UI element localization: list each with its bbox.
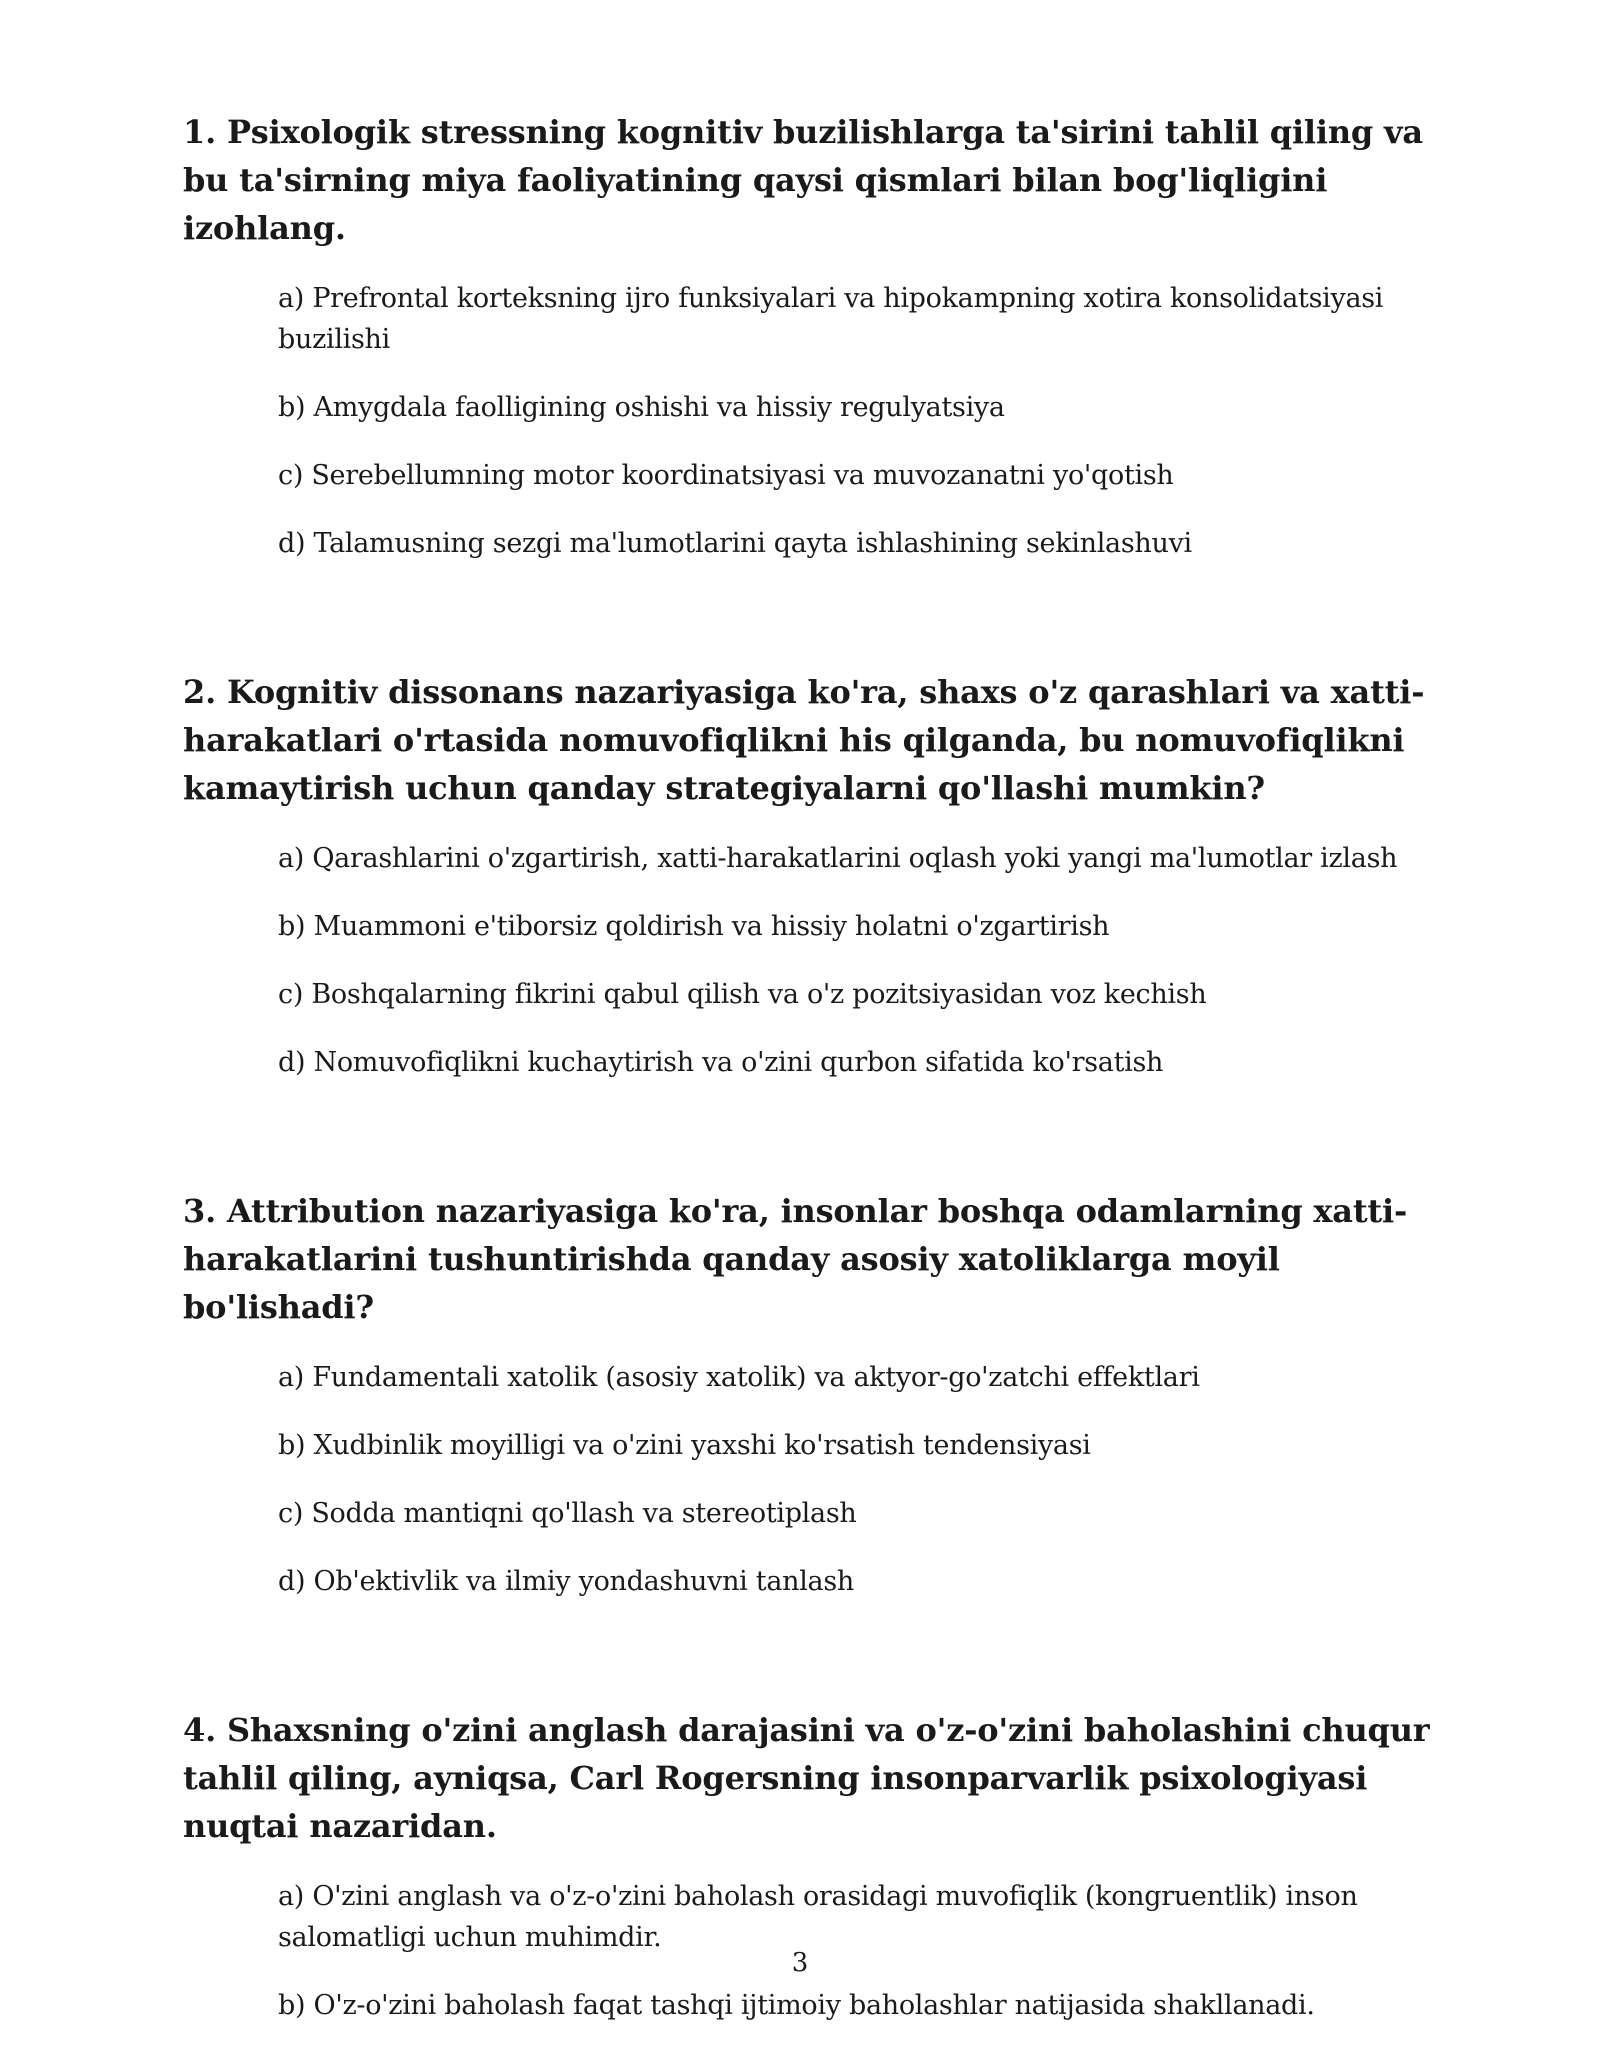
option-d: d) Nomuvofiqlikni kuchaytirish va o'zini qurbon sifatida ko'rsatish [278,1047,1164,1078]
option-d: d) Talamusning sezgi ma'lumotlarini qayta ishlashining sekinlashuvi [278,528,1192,559]
questions-container [183,108,1443,2026]
option-c: c) Sodda mantiqni qo'llash va stereotiplash [278,1498,857,1529]
question-1 [183,108,1443,564]
question-text: 2. Kognitiv dissonans nazariyasiga ko'ra, shaxs o'z qarashlari va xatti-harakatlari o'rtasida nomuvofiqlikni his qilganda, bu nomuvofiqlikni kamaytirish uchun qanday strategiyalarni qo'llashi mumkin? [183,673,1425,807]
options-list [183,838,1443,1083]
option-c: c) Boshqalarning fikrini qabul qilish va o'z pozitsiyasidan voz kechish [278,979,1207,1010]
page-number: 3 [791,1948,809,1978]
options-list [183,278,1443,564]
question-text: 1. Psixologik stressning kognitiv buzilishlarga ta'sirini tahlil qiling va bu ta'sirning miya faoliyatining qaysi qismlari bilan bog'liqligini izohlang. [183,113,1423,247]
option-b: b) Muammoni e'tiborsiz qoldirish va hissiy holatni o'zgartirish [278,911,1110,942]
option-c: c) Serebellumning motor koordinatsiyasi va muvozanatni yo'qotish [278,460,1174,491]
option-a: a) Prefrontal korteksning ijro funksiyalari va hipokampning xotira konsolidatsiyasi buzilishi [278,283,1384,355]
question-2 [183,668,1443,1083]
option-a: a) Fundamentali xatolik (asosiy xatolik) va aktyor-go'zatchi effektlari [278,1362,1200,1393]
options-list [183,1357,1443,1602]
option-b: b) Xudbinlik moyilligi va o'zini yaxshi ko'rsatish tendensiyasi [278,1430,1091,1461]
option-b: b) O'z-o'zini baholash faqat tashqi ijtimoiy baholashlar natijasida shakllanadi. [278,1990,1315,2021]
option-d: d) Ob'ektivlik va ilmiy yondashuvni tanlash [278,1566,854,1597]
option-a: a) O'zini anglash va o'z-o'zini baholash orasidagi muvofiqlik (kongruentlik) inson salomatligi uchun muhimdir. [278,1881,1358,1953]
question-text: 4. Shaxsning o'zini anglash darajasini va o'z-o'zini baholashini chuqur tahlil qiling, ayniqsa, Carl Rogersning insonparvarlik psixologiyasi nuqtai nazaridan. [183,1711,1430,1845]
option-b: b) Amygdala faolligining oshishi va hissiy regulyatsiya [278,392,1005,423]
question-text: 3. Attribution nazariyasiga ko'ra, insonlar boshqa odamlarning xatti-harakatlarini tushuntirishda qanday asosiy xatoliklarga moyil bo'lishadi? [183,1192,1408,1326]
question-3 [183,1187,1443,1602]
option-a: a) Qarashlarini o'zgartirish, xatti-harakatlarini oqlash yoki yangi ma'lumotlar izlash [278,843,1398,874]
